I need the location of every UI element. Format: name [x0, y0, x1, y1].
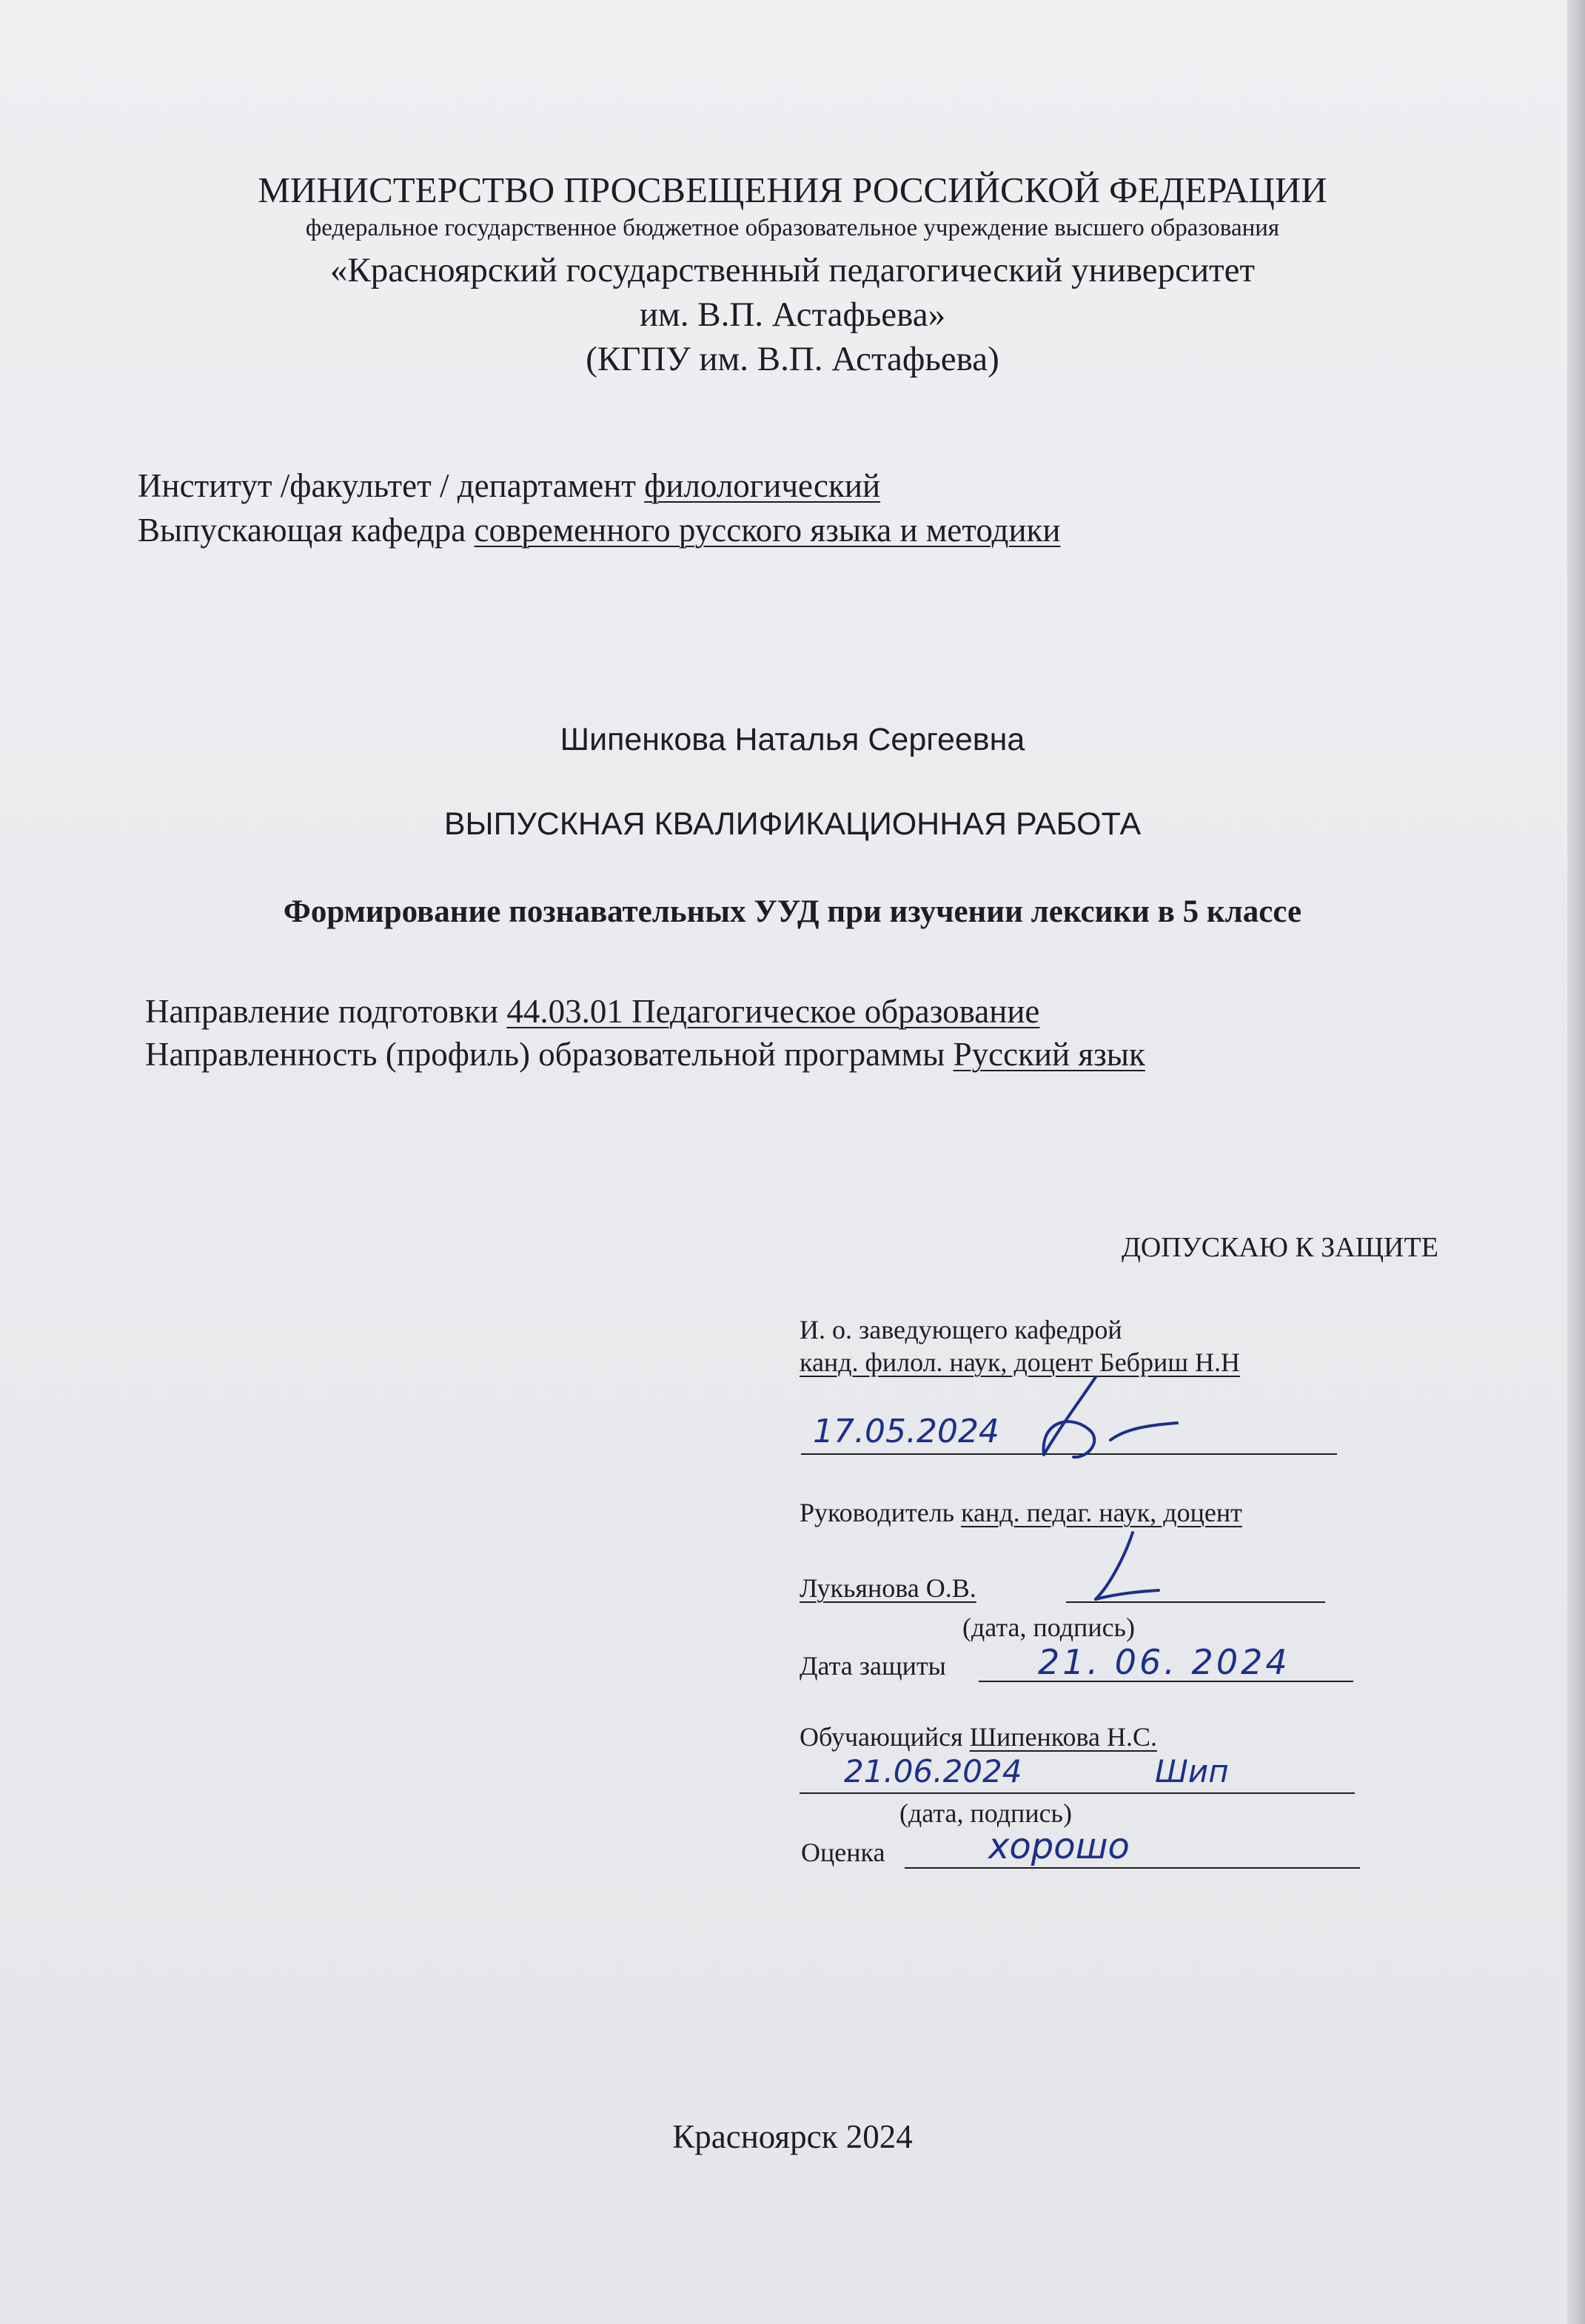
- student-date-handwritten: 21.06.2024: [844, 1753, 1022, 1789]
- university-name-line2: им. В.П. Астафьева»: [639, 295, 946, 334]
- supervisor-signature-icon: [1066, 1525, 1170, 1607]
- grade-label: Оценка: [801, 1838, 885, 1867]
- direction-value: 44.03.01 Педагогическое образование: [506, 993, 1040, 1030]
- ministry-name: МИНИСТЕРСТВО ПРОСВЕЩЕНИЯ РОССИЙСКОЙ ФЕДЕРАЦИИ: [258, 170, 1327, 210]
- chair-line: [138, 514, 1060, 547]
- head-of-chair-role: И. о. заведующего кафедрой: [800, 1315, 1122, 1344]
- approval-heading: ДОПУСКАЮ К ЗАЩИТЕ: [1122, 1232, 1438, 1263]
- work-type: ВЫПУСКНАЯ КВАЛИФИКАЦИОННАЯ РАБОТА: [443, 806, 1142, 842]
- supervisor-line: [800, 1499, 1242, 1526]
- head-of-chair-name: канд. филол. наук, доцент Бебриш Н.Н: [800, 1347, 1240, 1377]
- head-date-handwritten: 17.05.2024: [813, 1413, 999, 1450]
- student-sign-line: [800, 1792, 1355, 1794]
- profile-label: Направленность (профиль) образовательной программы: [145, 1036, 954, 1073]
- direction-line: [145, 995, 1039, 1028]
- supervisor-degree: канд. педаг. наук, доцент: [961, 1498, 1242, 1527]
- direction-label: Направление подготовки: [145, 993, 507, 1030]
- institute-line: [138, 469, 880, 503]
- grade-line: [905, 1867, 1360, 1869]
- supervisor-date-caption: (дата, подпись): [962, 1613, 1135, 1642]
- city-year: Красноярск 2024: [672, 2118, 913, 2155]
- supervisor-label: Руководитель: [800, 1498, 962, 1527]
- student-date-caption: (дата, подпись): [899, 1798, 1072, 1828]
- student-name: Шипенкова Н.С.: [969, 1722, 1157, 1752]
- thesis-title: Формирование познавательных УУД при изучении лексики в 5 классе: [283, 894, 1302, 929]
- defense-date-handwritten: 21. 06. 2024: [1038, 1642, 1290, 1682]
- university-short-name: (КГПУ им. В.П. Астафьева): [586, 340, 999, 378]
- institute-value: филологический: [644, 467, 881, 504]
- student-label: Обучающийся: [800, 1722, 970, 1752]
- institution-type: федеральное государственное бюджетное образовательное учреждение высшего образования: [305, 215, 1280, 241]
- defense-date-label: Дата защиты: [800, 1651, 946, 1681]
- institute-label: Институт /факультет / департамент: [138, 467, 645, 504]
- university-name-line1: «Красноярский государственный педагогический университет: [329, 251, 1256, 289]
- profile-line: [145, 1038, 1145, 1071]
- chair-label: Выпускающая кафедра: [138, 512, 475, 549]
- author-name: Шипенкова Наталья Сергеевна: [560, 722, 1025, 757]
- profile-value: Русский язык: [953, 1036, 1145, 1073]
- head-signature-icon: [999, 1370, 1192, 1466]
- supervisor-name: Лукьянова О.В.: [800, 1573, 976, 1603]
- student-signature: Шип: [1155, 1753, 1229, 1789]
- student-line: [800, 1724, 1157, 1750]
- chair-value: современного русского языка и методики: [474, 512, 1061, 549]
- grade-handwritten: хорошо: [988, 1826, 1130, 1867]
